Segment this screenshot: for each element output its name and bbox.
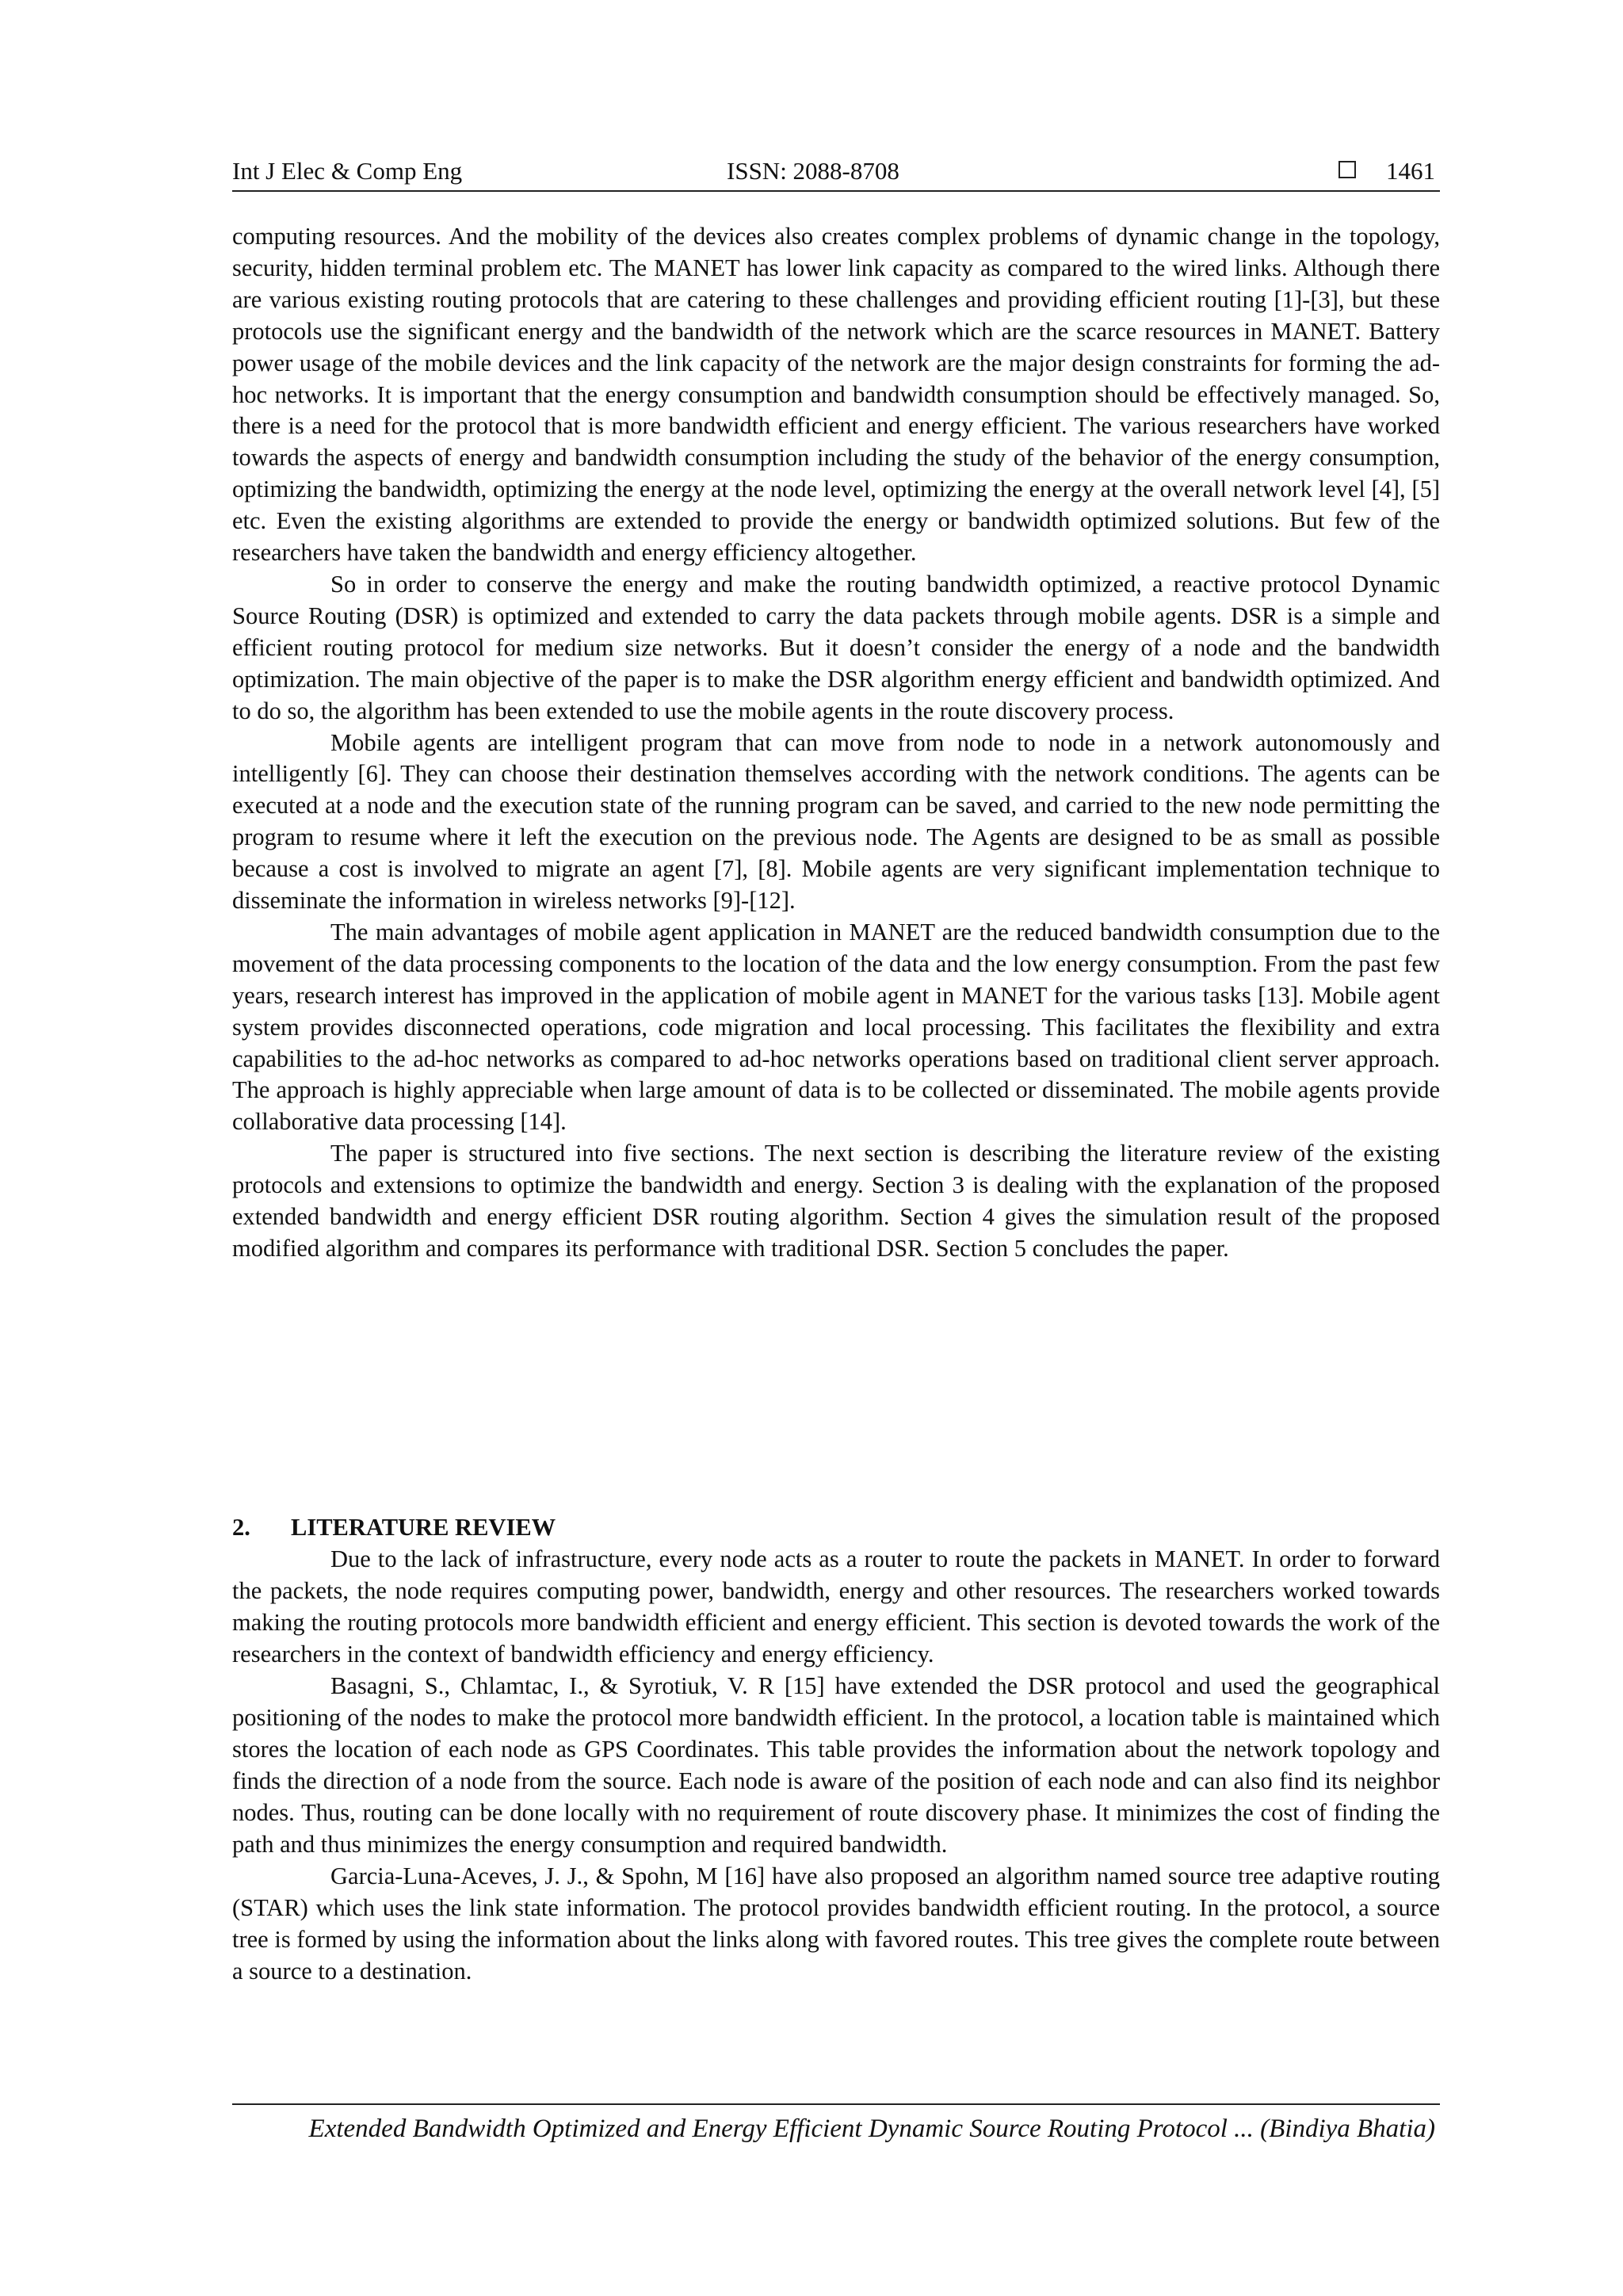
paragraph-2: So in order to conserve the energy and make the routing bandwidth optimized, a reactive protocol Dynamic Source Routing (DSR) is optimized and extended to carry the data packets through mobile agents. DSR is a simple and efficient routing protocol for medium size networks. But it doesn’t consider the energy of a node and the bandwidth optimization. The main objective of the paper is to make the DSR algorithm energy efficient and bandwidth optimized. And to do so, the algorithm has been extended to use the mobile agents in the route discovery process. [232,570,1440,724]
footer-divider [232,2103,1440,2105]
section-2-paragraph-2: Basagni, S., Chlamtac, I., & Syrotiuk, V. R [15] have extended the DSR protocol and used the geographical positioning of the nodes to make the protocol more bandwidth efficient. In the protocol, a location table is maintained which stores the location of each node as GPS Coordinates. This table provides the information about the network topology and finds the direction of a node from the source. Each node is aware of the position of each node and can also find its neighbor nodes. Thus, routing can be done locally with no requirement of route discovery phase. It minimizes the cost of finding the path and thus minimizes the energy consumption and required bandwidth. [232,1672,1440,1858]
section-2-paragraph-1: Due to the lack of infrastructure, every node acts as a router to route the packets in MANET. In order to forward the packets, the node requires computing power, bandwidth, energy and other resources. The researchers worked towards making the routing protocols more bandwidth efficient and energy efficient. This section is devoted towards the work of the researchers in the context of bandwidth efficiency and energy efficiency. [232,1545,1440,1668]
section-2-paragraph-3: Garcia-Luna-Aceves, J. J., & Spohn, M [16] have also proposed an algorithm named source tree adaptive routing (STAR) which uses the link state information. The protocol provides bandwidth efficient routing. In the protocol, a source tree is formed by using the information about the links along with favored routes. This tree gives the complete route between a source to a destination. [232,1862,1440,1985]
section-title: LITERATURE REVIEW [291,1514,556,1541]
paragraph-1: computing resources. And the mobility of the devices also creates complex problems of dynamic change in the topology, security, hidden terminal problem etc. The MANET has lower link capacity as compared to the wired links. Although there are various existing routing protocols that are catering to these challenges and providing efficient routing [1]-[3], but these protocols use the significant energy and the bandwidth of the network which are the scarce resources in MANET. Battery power usage of the mobile devices and the link capacity of the network are the major design constraints for forming the ad-hoc networks. It is important that the energy consumption and bandwidth consumption should be effectively managed. So, there is a need for the protocol that is more bandwidth efficient and energy efficient. The various researchers have worked towards the aspects of energy and bandwidth consumption including the study of the behavior of the energy consumption, optimizing the bandwidth, optimizing the energy at the node level, optimizing the energy at the overall network level [4], [5] etc. Even the existing algorithms are extended to provide the energy or bandwidth optimized solutions. But few of the researchers have taken the bandwidth and energy efficiency altogether. [232,223,1440,567]
paragraph-5: The paper is structured into five sections. The next section is describing the literature review of the existing protocols and extensions to optimize the bandwidth and energy. Section 3 is dealing with the explanation of the proposed extended bandwidth and energy efficient DSR routing algorithm. Section 4 gives the simulation result of the proposed modified algorithm and compares its performance with traditional DSR. Section 5 concludes the paper. [232,1140,1440,1262]
section-2-body [232,1543,1440,1987]
running-footer: Extended Bandwidth Optimized and Energy Efficient Dynamic Source Routing Protocol ... (Bindiya Bhatia) [308,2115,1435,2143]
section-number: 2. [232,1514,250,1541]
paragraph-3: Mobile agents are intelligent program that can move from node to node in a network autonomously and intelligently [6]. They can choose their destination themselves according with the network conditions. The agents can be executed at a node and the execution state of the running program can be saved, and carried to the new node permitting the program to resume where it left the execution on the previous node. The Agents are designed to be as small as possible because a cost is involved to migrate an agent [7], [8]. Mobile agents are very significant implementation technique to disseminate the information in wireless networks [9]-[12]. [232,728,1440,915]
issn-label: ISSN: 2088-8708 [727,157,899,185]
page-header [232,155,1440,192]
page-number: 1461 [1386,157,1435,185]
paragraph-4: The main advantages of mobile agent application in MANET are the reduced bandwidth consumption due to the movement of the data processing components to the location of the data and the low energy consumption. From the past few years, research interest has improved in the application of mobile agent in MANET for the various tasks [13]. Mobile agent system provides disconnected operations, code migration and local processing. This facilitates the flexibility and extra capabilities to the ad-hoc networks as compared to ad-hoc networks operations based on traditional client server approach. The approach is highly appreciable when large amount of data is to be collected or disseminated. The mobile agents provide collaborative data processing [14]. [232,918,1440,1136]
section-heading-literature-review [232,1511,556,1543]
journal-name: Int J Elec & Comp Eng [232,157,463,185]
body-text [232,221,1440,1265]
square-bullet-icon [1338,161,1356,178]
